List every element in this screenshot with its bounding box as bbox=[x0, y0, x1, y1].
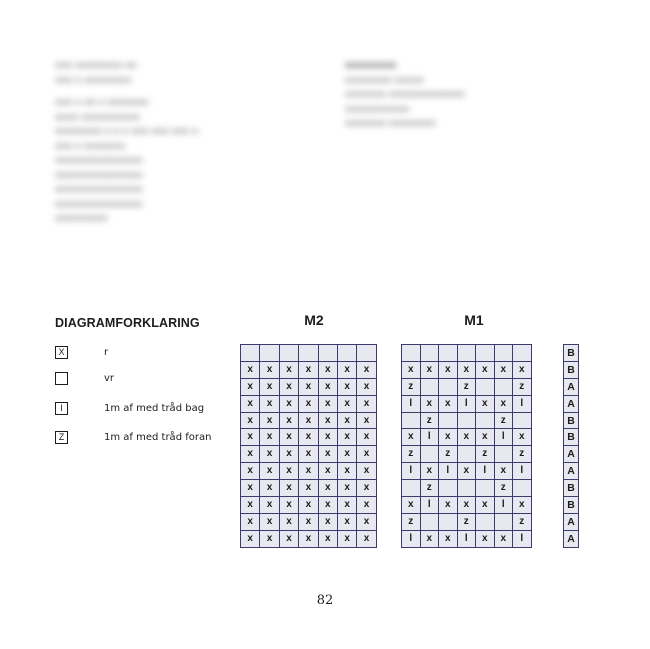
ab-cell: B bbox=[564, 497, 579, 514]
m2-cell: x bbox=[337, 378, 356, 395]
legend-title: DIAGRAMFORKLARING bbox=[55, 316, 200, 330]
ab-cell: A bbox=[564, 513, 579, 530]
m2-row bbox=[241, 361, 377, 378]
ab-row bbox=[564, 463, 579, 480]
m2-cell: x bbox=[357, 395, 376, 412]
m1-cell bbox=[476, 378, 495, 395]
m1-cell: l bbox=[402, 530, 421, 547]
m1-row bbox=[402, 361, 532, 378]
ab-cell: B bbox=[564, 412, 579, 429]
m1-cell bbox=[457, 480, 476, 497]
m1-cell: l bbox=[439, 463, 458, 480]
m1-cell: l bbox=[513, 530, 532, 547]
m2-row bbox=[241, 345, 377, 362]
m1-cell bbox=[420, 513, 439, 530]
m1-cell: z bbox=[457, 378, 476, 395]
m2-cell: x bbox=[241, 412, 260, 429]
m2-cell: x bbox=[337, 412, 356, 429]
m2-cell: x bbox=[299, 446, 318, 463]
m1-cell bbox=[439, 412, 458, 429]
legend-label: 1m af med tråd foran bbox=[104, 432, 212, 443]
m1-cell: z bbox=[494, 412, 513, 429]
m1-cell: x bbox=[476, 395, 495, 412]
m1-cell: x bbox=[439, 530, 458, 547]
m1-cell bbox=[476, 480, 495, 497]
m1-cell bbox=[494, 446, 513, 463]
m2-cell: x bbox=[299, 395, 318, 412]
ab-row bbox=[564, 530, 579, 547]
blurred-text-left: ooo oooooooo oo ooo o oooooooo ooo o oo o ooooooo oooo oooooooooo oooooooo o o o ooo ooo ooo o ooo o ooooooo ooooooooooooooo ooooooooooooooo ooooooooooooooo ooooooooooooooo ooooooooo bbox=[55, 59, 199, 224]
ab-cell: A bbox=[564, 463, 579, 480]
m2-cell bbox=[241, 345, 260, 362]
m2-cell: x bbox=[279, 395, 298, 412]
m2-cell: x bbox=[337, 463, 356, 480]
m2-cell: x bbox=[279, 530, 298, 547]
m1-cell: z bbox=[476, 446, 495, 463]
m2-cell: x bbox=[299, 463, 318, 480]
m1-row bbox=[402, 429, 532, 446]
m1-cell bbox=[439, 378, 458, 395]
m1-cell: x bbox=[476, 530, 495, 547]
m1-row bbox=[402, 395, 532, 412]
m1-cell: x bbox=[402, 429, 421, 446]
m2-cell: x bbox=[299, 429, 318, 446]
m1-row bbox=[402, 412, 532, 429]
m1-cell: z bbox=[513, 446, 532, 463]
legend-label: r bbox=[104, 347, 109, 358]
m2-cell: x bbox=[318, 530, 337, 547]
m2-cell: x bbox=[337, 480, 356, 497]
m1-row bbox=[402, 345, 532, 362]
m2-cell: x bbox=[241, 513, 260, 530]
m2-cell: x bbox=[260, 361, 279, 378]
m1-cell: x bbox=[513, 497, 532, 514]
m1-cell bbox=[494, 378, 513, 395]
m1-row bbox=[402, 446, 532, 463]
legend-label: 1m af med tråd bag bbox=[104, 403, 205, 414]
m2-cell: x bbox=[299, 361, 318, 378]
m1-cell: l bbox=[494, 497, 513, 514]
m1-cell bbox=[457, 412, 476, 429]
m2-cell bbox=[299, 345, 318, 362]
m2-cell: x bbox=[279, 513, 298, 530]
m2-row bbox=[241, 446, 377, 463]
m2-cell: x bbox=[357, 497, 376, 514]
m1-cell: l bbox=[457, 395, 476, 412]
m2-cell bbox=[337, 345, 356, 362]
m1-cell bbox=[439, 345, 458, 362]
m1-cell: x bbox=[439, 429, 458, 446]
m1-cell: x bbox=[439, 497, 458, 514]
m2-cell: x bbox=[357, 361, 376, 378]
slip-back-symbol: I bbox=[55, 402, 68, 415]
m1-cell: x bbox=[494, 530, 513, 547]
m2-cell: x bbox=[299, 480, 318, 497]
m2-cell: x bbox=[260, 530, 279, 547]
m2-cell bbox=[318, 345, 337, 362]
m2-cell bbox=[279, 345, 298, 362]
m2-cell: x bbox=[299, 497, 318, 514]
m2-cell: x bbox=[241, 429, 260, 446]
m2-cell: x bbox=[337, 513, 356, 530]
ab-row bbox=[564, 345, 579, 362]
slip-front-symbol: Z bbox=[55, 431, 68, 444]
m2-cell: x bbox=[279, 412, 298, 429]
ab-cell: A bbox=[564, 378, 579, 395]
m1-cell bbox=[513, 480, 532, 497]
m1-cell: x bbox=[439, 361, 458, 378]
m1-cell: x bbox=[457, 463, 476, 480]
m2-cell: x bbox=[357, 446, 376, 463]
ab-row bbox=[564, 497, 579, 514]
m1-row bbox=[402, 513, 532, 530]
m2-cell: x bbox=[318, 446, 337, 463]
m2-row bbox=[241, 530, 377, 547]
m2-cell: x bbox=[357, 480, 376, 497]
m1-cell: x bbox=[494, 361, 513, 378]
m2-cell: x bbox=[279, 378, 298, 395]
m1-cell bbox=[402, 412, 421, 429]
ab-cell: B bbox=[564, 480, 579, 497]
m1-cell bbox=[439, 480, 458, 497]
m2-cell: x bbox=[318, 480, 337, 497]
m1-cell: z bbox=[513, 378, 532, 395]
m1-cell: x bbox=[420, 463, 439, 480]
m1-cell bbox=[457, 446, 476, 463]
m1-row bbox=[402, 480, 532, 497]
m1-cell: l bbox=[494, 429, 513, 446]
m1-cell bbox=[420, 345, 439, 362]
m2-cell: x bbox=[260, 378, 279, 395]
m1-cell: x bbox=[420, 361, 439, 378]
m2-cell: x bbox=[241, 480, 260, 497]
m1-cell: x bbox=[476, 429, 495, 446]
ab-cell: B bbox=[564, 361, 579, 378]
m1-cell: l bbox=[402, 463, 421, 480]
m1-cell bbox=[457, 345, 476, 362]
m2-cell bbox=[260, 345, 279, 362]
m2-cell: x bbox=[357, 429, 376, 446]
m2-cell bbox=[357, 345, 376, 362]
m1-cell bbox=[494, 513, 513, 530]
ab-row bbox=[564, 378, 579, 395]
m1-cell: x bbox=[439, 395, 458, 412]
m2-cell: x bbox=[260, 429, 279, 446]
page-number: 82 bbox=[316, 593, 334, 608]
m2-cell: x bbox=[337, 395, 356, 412]
m2-row bbox=[241, 497, 377, 514]
m2-cell: x bbox=[337, 429, 356, 446]
m1-cell: l bbox=[457, 530, 476, 547]
m1-cell: x bbox=[494, 463, 513, 480]
m1-cell: z bbox=[439, 446, 458, 463]
m1-cell: z bbox=[513, 513, 532, 530]
m2-cell: x bbox=[279, 480, 298, 497]
m2-row bbox=[241, 429, 377, 446]
m2-cell: x bbox=[337, 361, 356, 378]
m1-cell: z bbox=[402, 513, 421, 530]
m2-cell: x bbox=[318, 378, 337, 395]
m2-cell: x bbox=[318, 513, 337, 530]
m1-cell: x bbox=[513, 361, 532, 378]
m2-cell: x bbox=[279, 361, 298, 378]
m1-cell: x bbox=[457, 497, 476, 514]
ab-cell: A bbox=[564, 530, 579, 547]
m1-cell bbox=[420, 378, 439, 395]
m2-cell: x bbox=[241, 378, 260, 395]
m2-cell: x bbox=[241, 497, 260, 514]
m2-cell: x bbox=[279, 429, 298, 446]
m2-row bbox=[241, 378, 377, 395]
ab-cell: B bbox=[564, 429, 579, 446]
m1-cell: l bbox=[513, 395, 532, 412]
m2-cell: x bbox=[357, 463, 376, 480]
m1-cell: x bbox=[476, 361, 495, 378]
m1-row bbox=[402, 530, 532, 547]
m2-cell: x bbox=[357, 412, 376, 429]
legend-label: vr bbox=[104, 373, 115, 384]
m1-cell: z bbox=[402, 446, 421, 463]
m2-cell: x bbox=[318, 412, 337, 429]
m1-cell: x bbox=[402, 497, 421, 514]
chart-grid-ab bbox=[563, 344, 579, 548]
m2-cell: x bbox=[241, 361, 260, 378]
m1-cell bbox=[402, 480, 421, 497]
ab-row bbox=[564, 395, 579, 412]
m2-row bbox=[241, 412, 377, 429]
m2-cell: x bbox=[337, 530, 356, 547]
m2-cell: x bbox=[241, 395, 260, 412]
chart-grid-m2 bbox=[240, 344, 377, 548]
m1-cell bbox=[494, 345, 513, 362]
m1-cell: l bbox=[420, 429, 439, 446]
m1-cell: x bbox=[457, 429, 476, 446]
m1-cell: l bbox=[420, 497, 439, 514]
chart-title-m2: M2 bbox=[304, 312, 324, 328]
m2-cell: x bbox=[357, 530, 376, 547]
m1-row bbox=[402, 378, 532, 395]
m1-cell bbox=[420, 446, 439, 463]
m1-cell bbox=[402, 345, 421, 362]
m1-cell: z bbox=[420, 412, 439, 429]
m1-cell: z bbox=[420, 480, 439, 497]
m1-cell: z bbox=[494, 480, 513, 497]
m1-cell: x bbox=[420, 395, 439, 412]
m2-cell: x bbox=[337, 446, 356, 463]
m2-cell: x bbox=[241, 463, 260, 480]
m2-cell: x bbox=[260, 480, 279, 497]
m2-cell: x bbox=[318, 463, 337, 480]
ab-row bbox=[564, 446, 579, 463]
m1-cell bbox=[439, 513, 458, 530]
m1-cell: x bbox=[513, 429, 532, 446]
m2-cell: x bbox=[337, 497, 356, 514]
m2-cell: x bbox=[260, 497, 279, 514]
m1-cell: l bbox=[476, 463, 495, 480]
m1-cell: l bbox=[513, 463, 532, 480]
m2-row bbox=[241, 463, 377, 480]
purl-symbol bbox=[55, 372, 68, 385]
m2-cell: x bbox=[260, 463, 279, 480]
m1-row bbox=[402, 463, 532, 480]
m2-cell: x bbox=[318, 497, 337, 514]
m2-cell: x bbox=[299, 530, 318, 547]
ab-row bbox=[564, 361, 579, 378]
m1-cell: x bbox=[402, 361, 421, 378]
m1-row bbox=[402, 497, 532, 514]
m2-cell: x bbox=[299, 378, 318, 395]
m2-cell: x bbox=[318, 395, 337, 412]
m2-cell: x bbox=[357, 513, 376, 530]
m1-cell: z bbox=[402, 378, 421, 395]
m2-cell: x bbox=[299, 412, 318, 429]
m2-cell: x bbox=[260, 513, 279, 530]
m2-cell: x bbox=[260, 446, 279, 463]
m1-cell: x bbox=[420, 530, 439, 547]
ab-row bbox=[564, 480, 579, 497]
m1-cell: x bbox=[494, 395, 513, 412]
m2-cell: x bbox=[279, 446, 298, 463]
ab-row bbox=[564, 412, 579, 429]
ab-cell: B bbox=[564, 345, 579, 362]
m2-cell: x bbox=[260, 412, 279, 429]
knit-symbol: X bbox=[55, 346, 68, 359]
m2-cell: x bbox=[279, 463, 298, 480]
chart-title-m1: M1 bbox=[464, 312, 484, 328]
m1-cell: x bbox=[476, 497, 495, 514]
m1-cell: l bbox=[402, 395, 421, 412]
m2-cell: x bbox=[318, 429, 337, 446]
ab-row bbox=[564, 513, 579, 530]
m1-cell bbox=[513, 345, 532, 362]
m2-cell: x bbox=[260, 395, 279, 412]
chart-grid-m1 bbox=[401, 344, 532, 548]
blurred-text-right: oooooooo oooooooo ooooo ooooooo ooooooooooooo ooooooooooo ooooooo oooooooo bbox=[345, 59, 465, 129]
m2-cell: x bbox=[357, 378, 376, 395]
m2-cell: x bbox=[299, 513, 318, 530]
m1-cell bbox=[476, 412, 495, 429]
m2-cell: x bbox=[241, 530, 260, 547]
m1-cell bbox=[476, 345, 495, 362]
m2-row bbox=[241, 513, 377, 530]
m1-cell bbox=[513, 412, 532, 429]
m2-row bbox=[241, 395, 377, 412]
m2-row bbox=[241, 480, 377, 497]
m1-cell: z bbox=[457, 513, 476, 530]
m2-cell: x bbox=[318, 361, 337, 378]
m1-cell: x bbox=[457, 361, 476, 378]
ab-cell: A bbox=[564, 446, 579, 463]
m2-cell: x bbox=[241, 446, 260, 463]
m1-cell bbox=[476, 513, 495, 530]
m2-cell: x bbox=[279, 497, 298, 514]
ab-cell: A bbox=[564, 395, 579, 412]
ab-row bbox=[564, 429, 579, 446]
